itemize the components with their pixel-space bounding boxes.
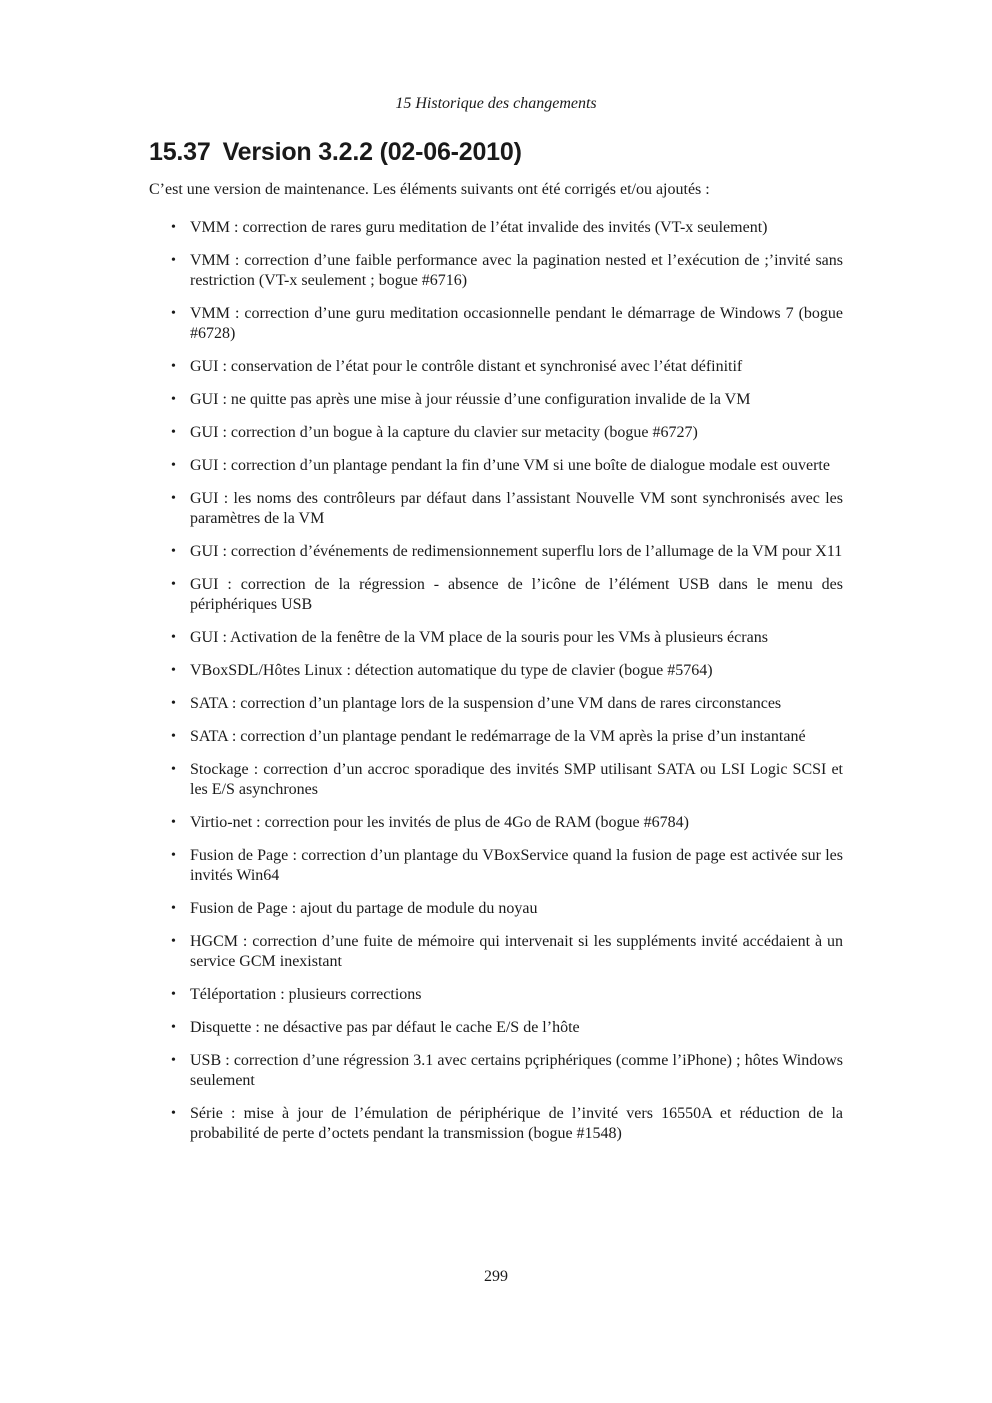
bullet-icon: • [171,253,176,268]
list-item [149,661,843,681]
list-item-text: GUI : correction d’un plantage pendant la fin d’une VM si une boîte de dialogue modale est ouverte [190,457,830,474]
bullet-icon: • [171,848,176,863]
list-item [149,899,843,919]
list-item-text: VMM : correction d’une faible performance avec la pagination nested et l’exécution de ;’invité sans restriction (VT-x seulement ; bogue #6716) [190,252,843,289]
list-item [149,1051,843,1091]
list-item-text: GUI : correction d’événements de redimensionnement superflu lors de l’allumage de la VM pour X11 [190,543,843,560]
list-item [149,932,843,972]
list-item [149,760,843,800]
list-item-text: GUI : correction de la régression - absence de l’icône de l’élément USB dans le menu des périphériques USB [190,576,843,613]
bullet-icon: • [171,392,176,407]
list-item [149,985,843,1005]
list-item [149,218,843,238]
list-item [149,813,843,833]
list-item [149,390,843,410]
list-item-text: Fusion de Page : ajout du partage de module du noyau [190,900,538,917]
list-item-text: SATA : correction d’un plantage lors de la suspension d’une VM dans de rares circonstances [190,695,782,712]
list-item [149,251,843,291]
list-item [149,489,843,529]
bullet-icon: • [171,458,176,473]
bullet-icon: • [171,934,176,949]
list-item-text: Disquette : ne désactive pas par défaut le cache E/S de l’hôte [190,1019,580,1036]
list-item-text: Fusion de Page : correction d’un plantage du VBoxService quand la fusion de page est activée sur les invités Win64 [190,847,843,884]
bullet-icon: • [171,1020,176,1035]
bullet-icon: • [171,762,176,777]
list-item-text: SATA : correction d’un plantage pendant le redémarrage de la VM après la prise d’un instantané [190,728,806,745]
list-item [149,1018,843,1038]
list-item-text: HGCM : correction d’une fuite de mémoire qui intervenait si les suppléments invité accédaient à un service GCM inexistant [190,933,843,970]
list-item [149,423,843,443]
list-item-text: Téléportation : plusieurs corrections [190,986,422,1003]
list-item [149,727,843,747]
list-item-text: VMM : correction de rares guru meditation de l’état invalide des invités (VT-x seulement) [190,219,768,236]
list-item [149,846,843,886]
bullet-icon: • [171,359,176,374]
bullet-icon: • [171,306,176,321]
list-item-text: GUI : les noms des contrôleurs par défaut dans l’assistant Nouvelle VM sont synchronisés avec les paramètres de la VM [190,490,843,527]
section-number: 15.37 [149,138,211,166]
bullet-icon: • [171,663,176,678]
list-item-text: GUI : Activation de la fenêtre de la VM place de la souris pour les VMs à plusieurs écrans [190,629,768,646]
changelog-list [149,218,843,1157]
list-item [149,1104,843,1144]
bullet-icon: • [171,425,176,440]
bullet-icon: • [171,630,176,645]
bullet-icon: • [171,1053,176,1068]
list-item [149,456,843,476]
bullet-icon: • [171,729,176,744]
list-item-text: USB : correction d’une régression 3.1 avec certains pçriphériques (comme l’iPhone) ; hôtes Windows seulement [190,1052,843,1089]
list-item [149,357,843,377]
bullet-icon: • [171,577,176,592]
bullet-icon: • [171,491,176,506]
page-number: 299 [484,1268,508,1285]
list-item-text: Virtio-net : correction pour les invités de plus de 4Go de RAM (bogue #6784) [190,814,689,831]
bullet-icon: • [171,696,176,711]
running-header: 15 Historique des changements [395,95,597,112]
list-item-text: Stockage : correction d’un accroc sporadique des invités SMP utilisant SATA ou LSI Logic SCSI et les E/S asynchrones [190,761,843,798]
list-item-text: VMM : correction d’une guru meditation occasionnelle pendant le démarrage de Windows 7 (bogue #6728) [190,305,843,342]
section-title [149,136,522,168]
list-item [149,304,843,344]
list-item [149,575,843,615]
list-item-text: GUI : ne quitte pas après une mise à jour réussie d’une configuration invalide de la VM [190,391,751,408]
section-title-text: Version 3.2.2 (02-06-2010) [222,138,522,166]
list-item [149,628,843,648]
bullet-icon: • [171,815,176,830]
list-item [149,694,843,714]
list-item-text: VBoxSDL/Hôtes Linux : détection automatique du type de clavier (bogue #5764) [190,662,713,679]
list-item-text: GUI : correction d’un bogue à la capture du clavier sur metacity (bogue #6727) [190,424,698,441]
bullet-icon: • [171,220,176,235]
bullet-icon: • [171,901,176,916]
list-item-text: GUI : conservation de l’état pour le contrôle distant et synchronisé avec l’état définitif [190,358,743,375]
bullet-icon: • [171,544,176,559]
bullet-icon: • [171,1106,176,1121]
bullet-icon: • [171,987,176,1002]
list-item [149,542,843,562]
list-item-text: Série : mise à jour de l’émulation de périphérique de l’invité vers 16550A et réduction de la probabilité de perte d’octets pendant la transmission (bogue #1548) [190,1105,843,1142]
intro-paragraph: C’est une version de maintenance. Les éléments suivants ont été corrigés et/ou ajoutés : [149,181,710,198]
